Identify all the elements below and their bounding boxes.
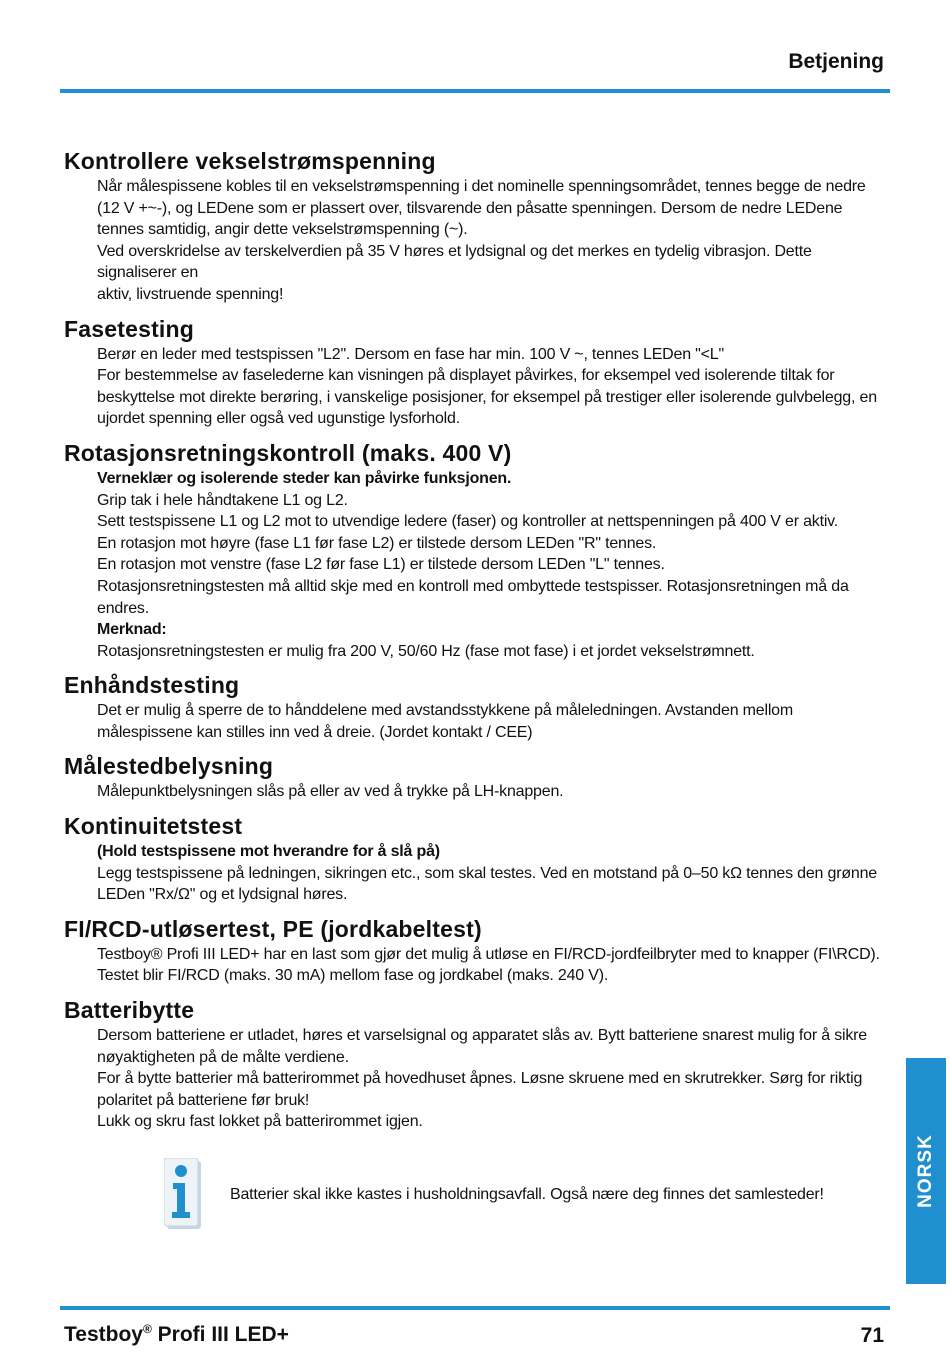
section-heading: Enhåndstesting — [64, 672, 240, 699]
section-heading: Rotasjonsretningskontroll (maks. 400 V) — [64, 439, 512, 466]
section-heading: Fasetesting — [64, 315, 195, 342]
section-phase-test — [64, 314, 894, 430]
section-body — [97, 841, 894, 906]
paragraph-line: Testboy® Profi III LED+ har en last som gjør det mulig å utløse en FI/RCD-jordfeilbryter med to knapper (FI\RCD). — [97, 945, 880, 963]
section-ac-voltage — [64, 146, 894, 306]
paragraph-line: Lukk og skru fast lokket på batterirommet igjen. — [97, 1113, 423, 1131]
warning-line: Verneklær og isolerende steder kan påvirke funksjonen. — [97, 469, 512, 487]
paragraph-line: tennes samtidig, angir dette vekselstrømspenning (~). — [97, 221, 468, 239]
section-battery-change — [64, 995, 894, 1133]
paragraph-line: En rotasjon mot høyre (fase L1 før fase L2) er tilstede dersom LEDen "R" tennes. — [97, 534, 657, 552]
paragraph-line: Det er mulig å sperre de to hånddelene med avstandsstykkene på måleledningen. Avstanden mellom — [97, 702, 794, 720]
paragraph-line: (12 V +~-), og LEDene som er plassert over, tilsvarende den påsatte spenningen. Dersom de nedre LEDene — [97, 199, 843, 217]
section-body — [97, 781, 894, 803]
manual-content — [64, 146, 894, 1141]
header-rule — [60, 89, 890, 93]
product-brand: Testboy — [64, 1323, 143, 1346]
paragraph-line: Grip tak i hele håndtakene L1 og L2. — [97, 491, 348, 509]
paragraph-line: målespissene kan stilles inn ved å dreie. (Jordet kontakt / CEE) — [97, 723, 533, 741]
paragraph-line: aktiv, livstruende spenning! — [97, 285, 284, 303]
product-model: Profi III LED+ — [151, 1323, 289, 1346]
section-rcd-test — [64, 914, 894, 987]
section-one-hand-test — [64, 670, 894, 743]
paragraph-line: Sett testspissene L1 og L2 mot to utvendige ledere (faser) og kontroller at nettspenningen på 400 V er aktiv. — [97, 513, 839, 531]
paragraph-line: Rotasjonsretningstesten må alltid skje med en kontroll med ombyttede testspisser. Rotasjonsretningen må da — [97, 577, 849, 595]
section-heading: Batteribytte — [64, 997, 195, 1024]
info-note — [160, 1158, 860, 1238]
section-spot-light — [64, 751, 894, 803]
section-rotation-test — [64, 438, 894, 662]
section-body — [97, 700, 894, 743]
paragraph-line: nøyaktigheten på de målte verdiene. — [97, 1048, 349, 1066]
footer-product-name — [64, 1322, 289, 1347]
language-tab — [906, 1058, 946, 1284]
paragraph-line: Legg testspissene på ledningen, sikringen etc., som skal testes. Ved en motstand på 0–50 kΩ tennes den grønne — [97, 864, 877, 882]
registered-mark: ® — [142, 1322, 152, 1336]
section-body — [97, 468, 894, 662]
paragraph-line: beskyttelse mot direkte berøring, i vanskelige posisjoner, for eksempel på trestiger eller isolerende gulvbelegg, en — [97, 388, 877, 406]
info-text: Batterier skal ikke kastes i husholdningsavfall. Også nære deg finnes det samlesteder! — [230, 1186, 824, 1203]
section-heading: Kontinuitetstest — [64, 813, 243, 840]
paragraph-line: LEDen "Rx/Ω" og et lydsignal høres. — [97, 886, 348, 904]
section-heading: FI/RCD-utløsertest, PE (jordkabeltest) — [64, 915, 482, 942]
section-body — [97, 176, 894, 306]
page-number: 71 — [860, 1324, 884, 1347]
section-heading: Målestedbelysning — [64, 753, 274, 780]
note-text: Rotasjonsretningstesten er mulig fra 200 V, 50/60 Hz (fase mot fase) i et jordet vekselstrømnett. — [97, 642, 755, 660]
paragraph-line: Ved overskridelse av terskelverdien på 35 V høres et lydsignal og det merkes en tydelig vibrasjon. Dette signaliserer en — [97, 242, 812, 282]
info-icon — [164, 1158, 202, 1230]
paragraph-line: polaritet på batteriene før bruk! — [97, 1091, 310, 1109]
paragraph-line: Når målespissene kobles til en vekselstrømspenning i det nominelle spenningsområdet, tennes begge de nedre — [97, 178, 866, 195]
section-body — [97, 344, 894, 430]
section-continuity-test — [64, 811, 894, 906]
page-header-title: Betjening — [788, 50, 884, 73]
paragraph-line: For bestemmelse av faselederne kan visningen på displayet påvirkes, for eksempel ved isolerende tiltak for — [97, 367, 835, 385]
paragraph-line: Målepunktbelysningen slås på eller av ved å trykke på LH-knappen. — [97, 783, 564, 801]
paragraph-line: En rotasjon mot venstre (fase L2 før fase L1) er tilstede dersom LEDen "L" tennes. — [97, 556, 665, 574]
paragraph-line: For å bytte batterier må batterirommet på hovedhuset åpnes. Løsne skruene med en skrutrekker. Sørg for riktig — [97, 1070, 863, 1088]
paragraph-line: Berør en leder med testspissen "L2". Dersom en fase har min. 100 V ~, tennes LEDen "<L" — [97, 345, 724, 363]
language-tab-label: NORSK — [915, 1134, 936, 1208]
section-heading: Kontrollere vekselstrømspenning — [64, 148, 436, 174]
paragraph-line: Testet blir FI/RCD (maks. 30 mA) mellom fase og jordkabel (maks. 240 V). — [97, 967, 609, 985]
paragraph-line: endres. — [97, 599, 149, 617]
note-label: Merknad: — [97, 621, 167, 639]
paragraph-line: Dersom batteriene er utladet, høres et varselsignal og apparatet slås av. Bytt batteriene snarest mulig for å sikre — [97, 1027, 867, 1045]
footer-rule — [60, 1306, 890, 1310]
section-body — [97, 944, 894, 987]
instruction-line: (Hold testspissene mot hverandre for å slå på) — [97, 843, 440, 861]
section-body — [97, 1025, 894, 1133]
paragraph-line: ujordet spenning eller også ved ugunstige lysforhold. — [97, 410, 460, 428]
